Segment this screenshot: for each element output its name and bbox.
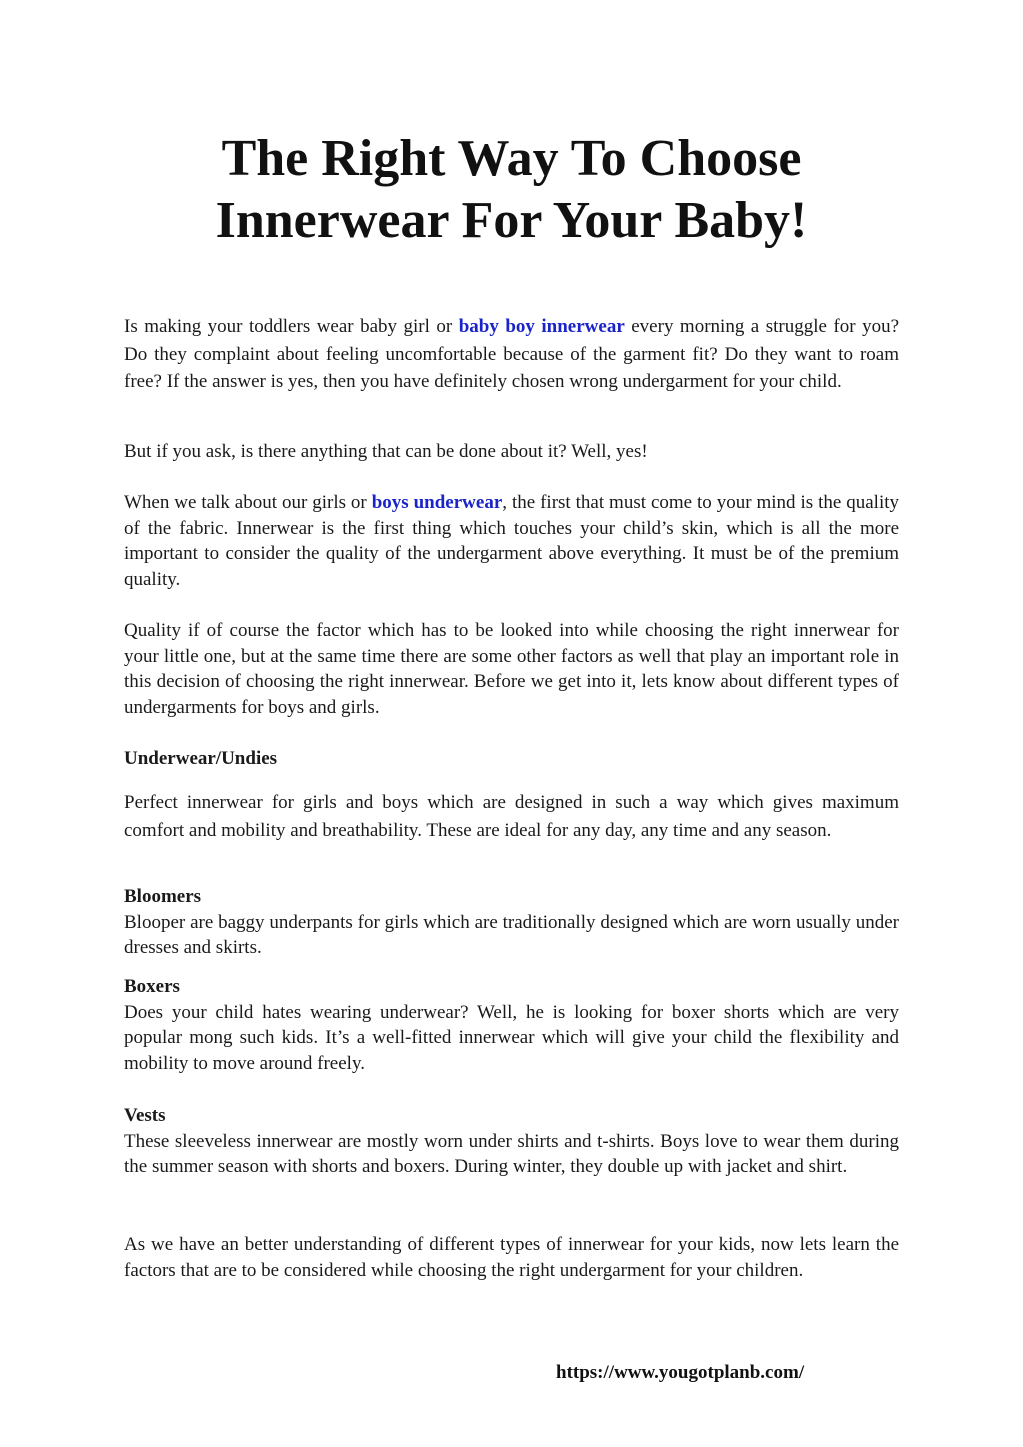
- boxers-heading: Boxers: [124, 976, 180, 997]
- underwear-heading: [124, 746, 899, 772]
- vests-heading: Vests: [124, 1105, 166, 1126]
- intro-paragraph: [124, 313, 899, 396]
- baby-boy-innerwear-link[interactable]: baby boy innerwear: [458, 316, 625, 337]
- page-title: [0, 128, 1023, 252]
- boxers-description: Does your child hates wearing underwear? Well, he is looking for boxer shorts which are very popular mong such kids. It’s a well-fitted innerwear which will give your child the flexibility and mobility to move around freely.: [124, 1001, 899, 1075]
- underwear-heading-text: Underwear/Undies: [124, 748, 278, 769]
- footer-website-link[interactable]: https://www.yougotplanb.com/: [556, 1362, 805, 1383]
- question-paragraph: But if you ask, is there anything that can be done about it? Well, yes!: [124, 441, 648, 462]
- fabric-text-before: When we talk about our girls or: [124, 492, 372, 513]
- closing-paragraph: As we have an better understanding of different types of innerwear for your kids, now lets learn the factors that are to be considered while choosing the right undergarment for your children.: [124, 1234, 899, 1281]
- bloomers-description: Blooper are baggy underpants for girls which are traditionally designed which are worn usually under dresses and skirts.: [124, 911, 899, 959]
- fabric-text-after: , the first that must come to your mind is the quality of the fabric. Innerwear is the first thing which touches your child’s skin, which is all the more important to consider the quality of the undergarment above everything. It must be of the premium quality.: [124, 492, 900, 591]
- title-line-2: Innerwear For Your Baby!: [215, 192, 808, 249]
- vests-description: These sleeveless innerwear are mostly worn under shirts and t-shirts. Boys love to wear them during the summer season with shorts and boxers. During winter, they double up with jacket and shirt.: [124, 1130, 899, 1178]
- fabric-quality-paragraph: [124, 490, 899, 593]
- boxers-section: [124, 974, 899, 1077]
- bloomers-heading: Bloomers: [124, 886, 202, 907]
- title-line-1: The Right Way To Choose: [221, 130, 802, 187]
- boys-underwear-link[interactable]: boys underwear: [371, 492, 503, 513]
- vests-section: [124, 1103, 899, 1180]
- bloomers-section: [124, 884, 899, 961]
- underwear-description: Perfect innerwear for girls and boys which are designed in such a way which gives maximum comfort and mobility and breathability. These are ideal for any day, any time and any season.: [124, 792, 899, 841]
- intro-text-after: every morning a struggle for you? Do they complaint about feeling uncomfortable because of the garment fit? Do they want to roam free? If the answer is yes, then you have definitely chosen wrong undergarment for your child.: [124, 316, 899, 392]
- intro-text-before: Is making your toddlers wear baby girl or: [124, 316, 459, 337]
- factors-paragraph: Quality if of course the factor which has to be looked into while choosing the right innerwear for your little one, but at the same time there are some other factors as well that play an important role in this decision of choosing the right innerwear. Before we get into it, lets know about different types of undergarments for boys and girls.: [124, 620, 899, 719]
